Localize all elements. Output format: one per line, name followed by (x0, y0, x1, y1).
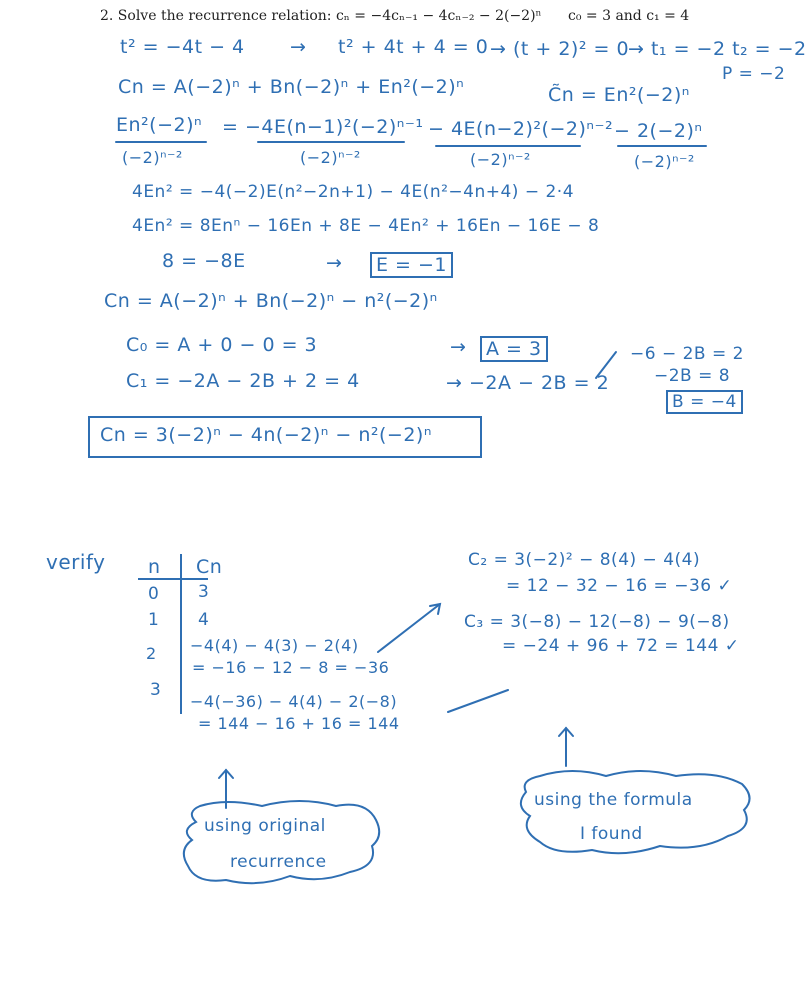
sub-term-1: En²(−2)ⁿ (116, 114, 203, 136)
row-3-n: 3 (150, 680, 162, 700)
c3-formula: C₃ = 3(−8) − 12(−8) − 9(−8) (464, 612, 730, 632)
general-substituted: Cn = A(−2)ⁿ + Bn(−2)ⁿ − n²(−2)ⁿ (104, 290, 438, 312)
table-header-n: n (148, 556, 161, 578)
c1-simplified: → −2A − 2B = 2 (446, 372, 610, 394)
b-calc-2: −2B = 8 (654, 366, 731, 386)
denominator-4: (−2)ⁿ⁻² (634, 152, 695, 171)
a-result: A = 3 (480, 336, 548, 362)
c2-result: = 12 − 32 − 16 = −36 ✓ (506, 576, 733, 596)
solve-e: 8 = −8E (162, 250, 246, 272)
cloud-right (521, 771, 750, 853)
final-answer: Cn = 3(−2)ⁿ − 4n(−2)ⁿ − n²(−2)ⁿ (100, 424, 432, 446)
general-solution: Cn = A(−2)ⁿ + Bn(−2)ⁿ + En²(−2)ⁿ (118, 76, 465, 98)
cloud-left-text-2: recurrence (230, 852, 327, 872)
char-equation-factored: → (t + 2)² = 0 (490, 38, 630, 60)
verify-label: verify (46, 550, 106, 574)
particular-solution: C̃n = En²(−2)ⁿ (548, 84, 690, 106)
expanded-line-1: 4En² = −4(−2)E(n²−2n+1) − 4E(n²−4n+4) − 2·4 (132, 182, 575, 202)
arrow-row2-to-c2 (378, 604, 440, 652)
sub-term-4: − 2(−2)ⁿ (614, 120, 703, 142)
table-header-cn: Cn (196, 556, 223, 578)
denominator-1: (−2)ⁿ⁻² (122, 148, 183, 167)
sub-term-3: − 4E(n−2)²(−2)ⁿ⁻² (428, 118, 614, 140)
row-0-n: 0 (148, 584, 160, 604)
arrow-row3-to-c3 (448, 690, 508, 712)
problem-text: 2. Solve the recurrence relation: cₙ = −4cₙ₋₁ − 4cₙ₋₂ − 2(−2)ⁿ (100, 8, 542, 24)
cloud-right-text-1: using the formula (534, 790, 693, 810)
row-3-cn-result: = 144 − 16 + 16 = 144 (198, 714, 400, 733)
c1-equation: C₁ = −2A − 2B + 2 = 4 (126, 370, 360, 392)
arrow-to-b (596, 352, 616, 378)
denominator-3: (−2)ⁿ⁻² (470, 150, 531, 169)
row-1-cn: 4 (198, 610, 210, 630)
b-result: B = −4 (666, 390, 743, 414)
char-equation-2: t² + 4t + 4 = 0 (338, 36, 489, 58)
row-2-cn: −4(4) − 4(3) − 2(4) (190, 636, 359, 655)
cloud-right-text-2: I found (580, 824, 643, 844)
cloud-left-text-1: using original (204, 816, 326, 836)
expanded-line-2: 4En² = 8Enⁿ − 16En + 8E − 4En² + 16En − 16E − 8 (132, 216, 600, 236)
row-1-n: 1 (148, 610, 160, 630)
p-value: P = −2 (722, 64, 786, 84)
row-2-cn-result: = −16 − 12 − 8 = −36 (192, 658, 390, 677)
c0-equation: C₀ = A + 0 − 0 = 3 (126, 334, 318, 356)
initial-conditions: c₀ = 3 and c₁ = 4 (568, 8, 690, 24)
c2-formula: C₂ = 3(−2)² − 8(4) − 4(4) (468, 550, 701, 570)
char-equation: t² = −4t − 4 (120, 36, 245, 58)
sub-term-2: = −4E(n−1)²(−2)ⁿ⁻¹ (222, 116, 424, 138)
arrow-1: → (290, 36, 307, 58)
solve-e-arrow: → (326, 252, 343, 274)
denominator-2: (−2)ⁿ⁻² (300, 148, 361, 167)
e-result: E = −1 (370, 252, 453, 278)
roots: → t₁ = −2 t₂ = −2 (628, 38, 807, 60)
row-0-cn: 3 (198, 582, 210, 602)
c3-result: = −24 + 96 + 72 = 144 ✓ (502, 636, 740, 656)
row-2-n: 2 (146, 644, 157, 663)
b-calc-1: −6 − 2B = 2 (630, 344, 744, 364)
row-3-cn: −4(−36) − 4(4) − 2(−8) (190, 692, 398, 711)
c0-arrow: → (450, 336, 467, 358)
cloud-left (184, 801, 379, 883)
